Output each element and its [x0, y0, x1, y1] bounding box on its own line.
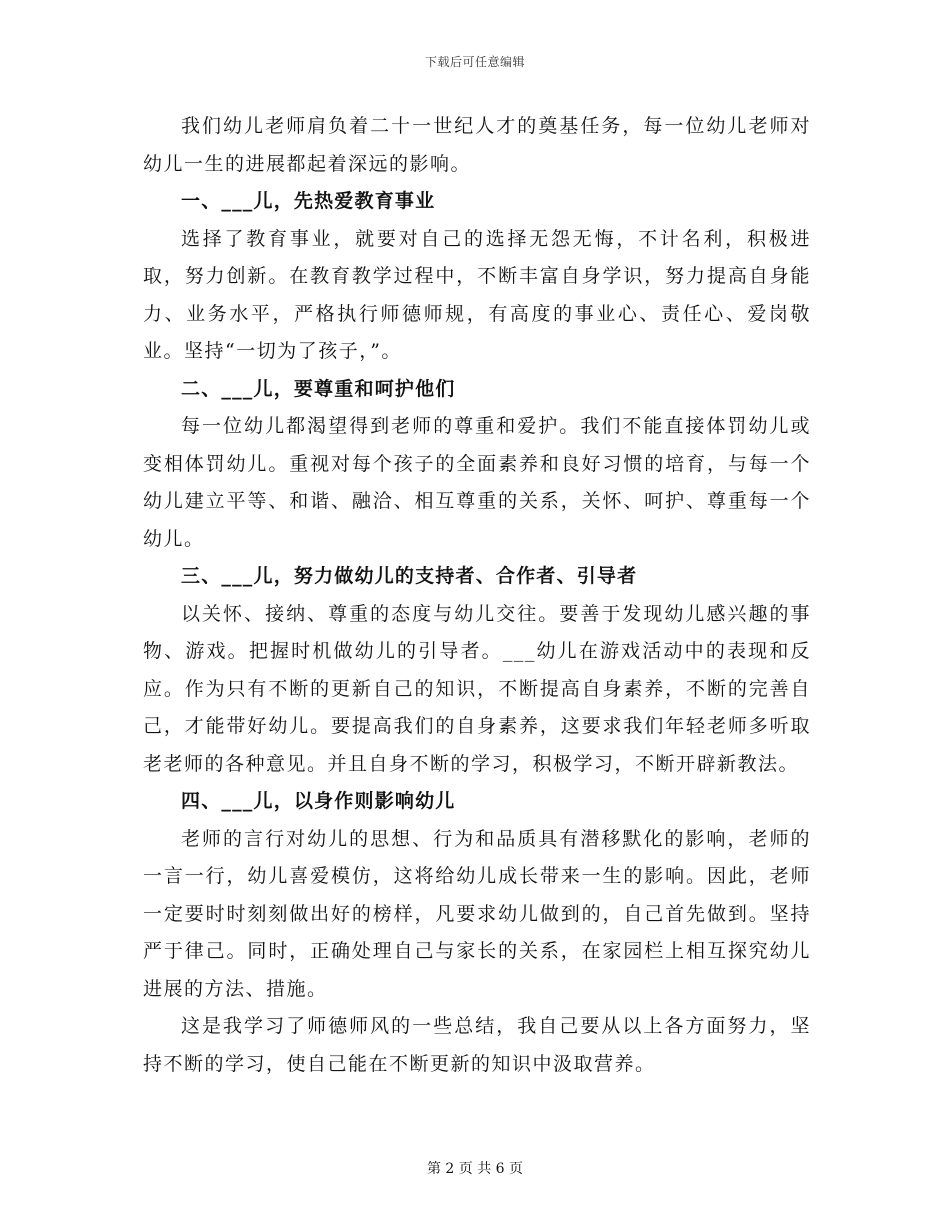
section-4-heading: 四、___儿，以身作则影响幼儿: [181, 790, 456, 812]
page-header-note: 下载后可任意编辑: [424, 55, 525, 69]
section-3-heading: 三、___儿，努力做幼儿的支持者、合作者、引导者: [181, 565, 638, 587]
page-number: 第 2 页 共 6 页: [426, 1161, 524, 1177]
document-body: [143, 108, 811, 1083]
conclusion-paragraph: 这是我学习了师德师风的一些总结，我自己要从以上各方面努力，坚持不断的学习，使自己能在不断更新的知识中汲取营养。: [143, 1015, 811, 1075]
section-3-body: 以关怀、接纳、尊重的态度与幼儿交往。要善于发现幼儿感兴趣的事物、游戏。把握时机做幼儿的引导者。___幼儿在游戏活动中的表现和反应。作为只有不断的更新自己的知识，不断提高自身素养，不断的完善自己，才能带好幼儿。要提高我们的自身素养，这要求我们年轻老师多听取老老师的各种意见。并且自身不断的学习，积极学习，不断开辟新教法。: [143, 602, 811, 775]
section-2-heading: 二、___儿，要尊重和呵护他们: [181, 377, 456, 400]
section-1-heading: 一、___儿，先热爱教育事业: [181, 190, 436, 212]
section-2-body: 每一位幼儿都渴望得到老师的尊重和爱护。我们不能直接体罚幼儿或变相体罚幼儿。重视对每个孩子的全面素养和良好习惯的培育，与每一个幼儿建立平等、和谐、融洽、相互尊重的关系，关怀、呵护、尊重每一个幼儿。: [143, 415, 811, 550]
section-1-body: 选择了教育事业，就要对自己的选择无怨无悔，不计名利，积极进取，努力创新。在教育教学过程中，不断丰富自身学识，努力提高自身能力、业务水平，严格执行师德师规，有高度的事业心、责任心、爱岗敬业。坚持“一切为了孩子，”。: [143, 227, 811, 362]
intro-paragraph: 我们幼儿老师肩负着二十一世纪人才的奠基任务，每一位幼儿老师对幼儿一生的进展都起着深远的影响。: [143, 115, 811, 175]
section-4-body: 老师的言行对幼儿的思想、行为和品质具有潜移默化的影响，老师的一言一行，幼儿喜爱模仿，这将给幼儿成长带来一生的影响。因此，老师一定要时时刻刻做出好的榜样，凡要求幼儿做到的，自己首先做到。坚持严于律己。同时，正确处理自己与家长的关系，在家园栏上相互探究幼儿进展的方法、措施。: [143, 827, 811, 1000]
